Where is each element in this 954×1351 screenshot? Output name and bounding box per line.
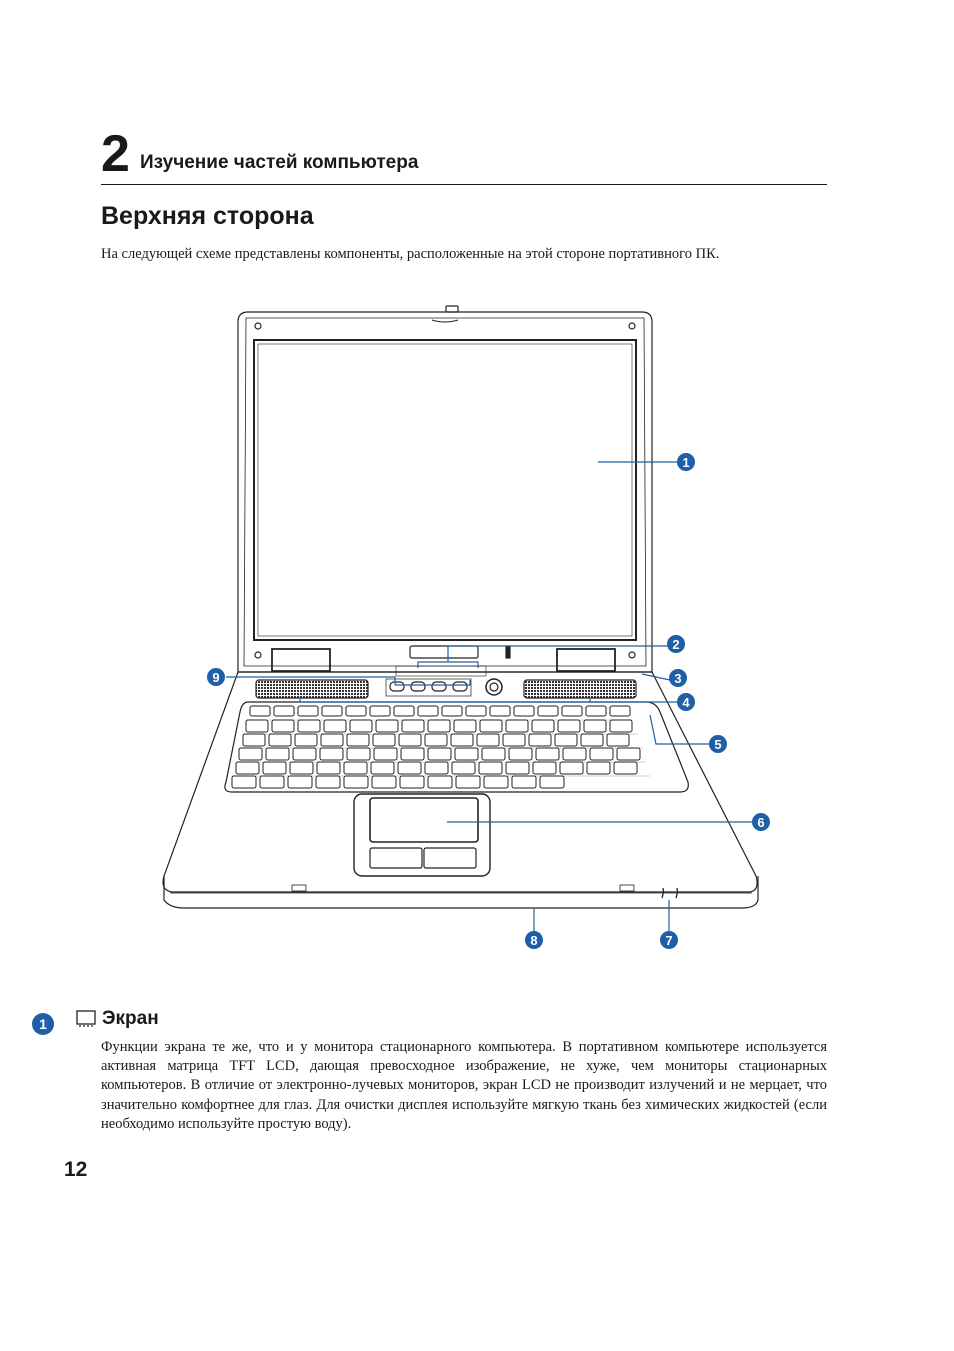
lid-outline [238,312,652,672]
keyboard-key [586,706,606,716]
keyboard-key [590,748,613,760]
svg-text:2: 2 [672,637,680,652]
callout-7 [660,931,678,949]
callout-6 [752,813,770,831]
item-heading [76,1008,159,1030]
section-title: Верхняя сторона [101,202,314,230]
svg-text:4: 4 [682,695,690,710]
keyboard-key [532,720,554,732]
svg-text:1: 1 [682,455,690,470]
keyboard-key [454,720,476,732]
keyboard-key [617,748,640,760]
svg-text:6: 6 [757,815,765,830]
keyboard-key [316,776,340,788]
screen-icon [76,1010,96,1028]
keyboard-key [584,720,606,732]
svg-text:8: 8 [530,933,538,948]
keyboard-key [344,762,367,774]
keyboard-key [558,720,580,732]
lid-inner-edge [244,318,646,666]
item-title: Экран [102,1008,159,1029]
keyboard-key [428,776,452,788]
touchpad [370,798,478,842]
keyboard-key [490,706,510,716]
keyboard-key [540,776,564,788]
left-speaker [256,680,368,698]
chapter-number: 2 [101,125,130,183]
keyboard-key [455,748,478,760]
keyboard-key [274,706,294,716]
keyboard-key [398,762,421,774]
screen [254,340,636,640]
keyboard-key [614,762,637,774]
keyboard-key [533,762,556,774]
keyboard-key [428,748,451,760]
svg-text:9: 9 [212,670,220,685]
keyboard-key [482,748,505,760]
keyboard-key [610,720,632,732]
item-description: Функции экрана те же, что и у монитора стационарного компьютера. В портативном компьютере используется активная матрица TFT LCD, дающая превосходное изображение, не хуже, чем мониторы стационарных компьютеров. В отличие от электронно-лучевых мониторов, экран LCD не производит излучений и не мерцает, что значительно комфортнее для глаз. Для очистки дисплея используйте мягкую ткань без химических жидкостей (если необходимо используйте простую воду). [101,1039,827,1132]
keyboard-key [610,706,630,716]
keyboard-key [425,762,448,774]
lid-latch [446,306,458,312]
lid-status-bar [410,646,478,658]
keyboard-key [503,734,525,746]
touchpad-left-button [370,848,422,868]
keyboard-key [452,762,475,774]
callout-2 [667,635,685,653]
svg-text:5: 5 [714,737,722,752]
keyboard-key [555,734,577,746]
keyboard-key [466,706,486,716]
keyboard-key [371,762,394,774]
keyboard-key [298,720,320,732]
right-speaker [524,680,636,698]
keyboard-key [587,762,610,774]
callout-8 [525,931,543,949]
keyboard-key [250,706,270,716]
keyboard-key [320,748,343,760]
keyboard-key [402,720,424,732]
keyboard-key [400,776,424,788]
keyboard-key [506,720,528,732]
keyboard-key [562,706,582,716]
keyboard-key [509,748,532,760]
keyboard-key [442,706,462,716]
keyboard-key [298,706,318,716]
keyboard-key [370,706,390,716]
keyboard-key [456,776,480,788]
keyboard-key [529,734,551,746]
right-hinge [557,649,615,671]
keyboard-key [322,706,342,716]
keyboard-key [346,706,366,716]
keyboard-key [347,748,370,760]
instant-keys [386,679,471,696]
callout-4 [677,693,695,711]
keyboard-key [288,776,312,788]
keyboard-key [350,720,372,732]
svg-text:7: 7 [665,933,673,948]
left-hinge [272,649,330,671]
keyboard-key [451,734,473,746]
keyboard-key [321,734,343,746]
item-number-badge [31,1012,55,1036]
keyboard-key [236,762,259,774]
keyboard-key [484,776,508,788]
keyboard-key [272,720,294,732]
keyboard-key [401,748,424,760]
keyboard-key [295,734,317,746]
keyboard-key [263,762,286,774]
keyboard-key [232,776,256,788]
keyboard-key [266,748,289,760]
keyboard-key [394,706,414,716]
callout-3 [669,669,687,687]
keyboard-key [399,734,421,746]
touchpad-right-button [424,848,476,868]
keyboard-key [269,734,291,746]
keyboard-key [374,748,397,760]
svg-text:3: 3 [674,671,682,686]
section-intro: На следующей схеме представлены компоненты, расположенные на этой стороне портативного ПК. [101,246,720,262]
keyboard-key [243,734,265,746]
callout-5 [709,735,727,753]
keyboard-key [260,776,284,788]
callout-9 [207,668,225,686]
keyboard-key [479,762,502,774]
keyboard-key [514,706,534,716]
callout-1 [677,453,695,471]
keyboard-key [563,748,586,760]
keyboard-key [581,734,603,746]
keyboard-key [290,762,313,774]
keyboard-key [239,748,262,760]
keyboard-key [373,734,395,746]
keyboard-key [607,734,629,746]
keyboard-key [293,748,316,760]
keyboard-key [536,748,559,760]
svg-text:1: 1 [39,1016,47,1032]
keyboard-key [344,776,368,788]
keyboard-key [477,734,499,746]
page-number: 12 [64,1158,88,1181]
keyboard-key [324,720,346,732]
keyboard-key [418,706,438,716]
power-button [486,679,502,695]
keyboard-key [246,720,268,732]
keyboard-key [317,762,340,774]
keyboard-key [376,720,398,732]
keyboard-key [560,762,583,774]
chapter-title: Изучение частей компьютера [140,152,419,173]
keyboard-key [347,734,369,746]
keyboard-key [512,776,536,788]
keyboard-key [506,762,529,774]
keyboard-key [428,720,450,732]
keyboard-key [480,720,502,732]
keyboard-key [425,734,447,746]
keyboard-key [538,706,558,716]
keyboard-key [372,776,396,788]
